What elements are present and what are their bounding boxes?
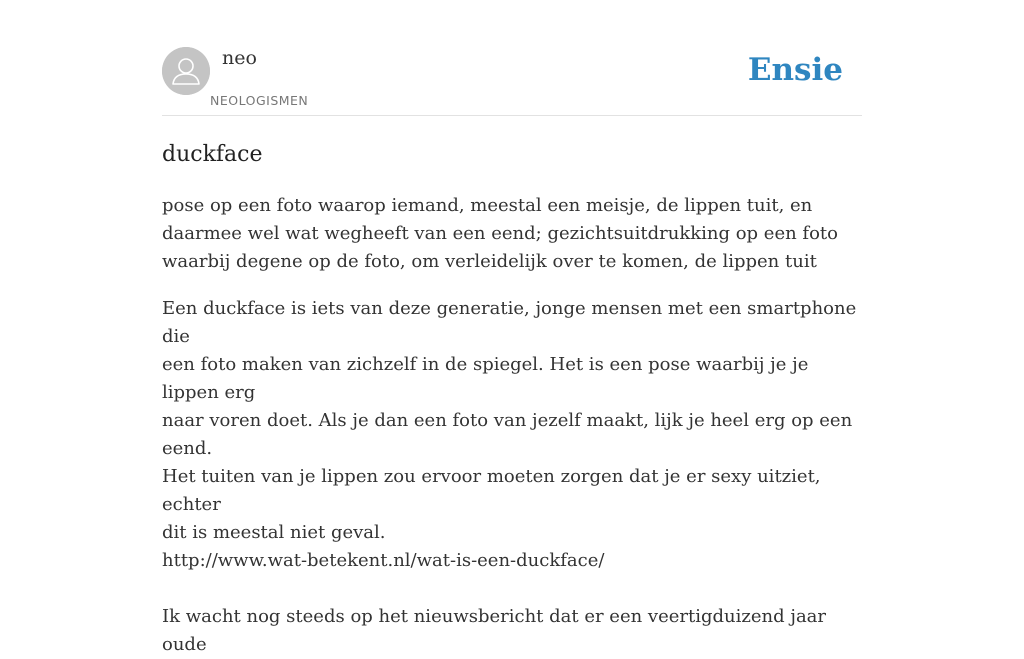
site-logo[interactable]: Ensie <box>747 52 843 88</box>
author-category[interactable]: NEOLOGISMEN <box>210 93 309 108</box>
followup-text: Ik wacht nog steeds op het nieuwsbericht dat er een veertigduizend jaar oude <box>162 606 827 655</box>
entry-title: duckface <box>162 142 263 167</box>
paragraph-gap <box>162 575 867 603</box>
example-line: naar voren doet. Als je dan een foto van jezelf maakt, lijk je heel erg op een eend. <box>162 410 853 459</box>
entry-definition: pose op een foto waarop iemand, meestal een meisje, de lippen tuit, en daarmee wel wat wegheeft van een eend; gezichtsuitdrukking op een foto waarbij degene op de foto, om verleidelijk over te komen, de lippen tuit <box>162 195 838 272</box>
example-line: dit is meestal niet geval. <box>162 522 386 543</box>
user-placeholder-icon <box>162 47 210 95</box>
example-line: een foto maken van zichzelf in de spiegel. Het is een pose waarbij je je lippen erg <box>162 354 809 403</box>
example-line: Een duckface is iets van deze generatie, jonge mensen met een smartphone die <box>162 298 857 347</box>
author-avatar[interactable] <box>162 47 210 95</box>
entry-header <box>162 0 862 116</box>
entry-example <box>162 295 867 659</box>
source-url: http://www.wat-betekent.nl/wat-is-een-duckface/ <box>162 550 605 571</box>
entry-page <box>162 0 862 655</box>
example-line: Het tuiten van je lippen zou ervoor moeten zorgen dat je er sexy uitziet, echter <box>162 466 821 515</box>
author-name[interactable]: neo <box>222 47 257 69</box>
